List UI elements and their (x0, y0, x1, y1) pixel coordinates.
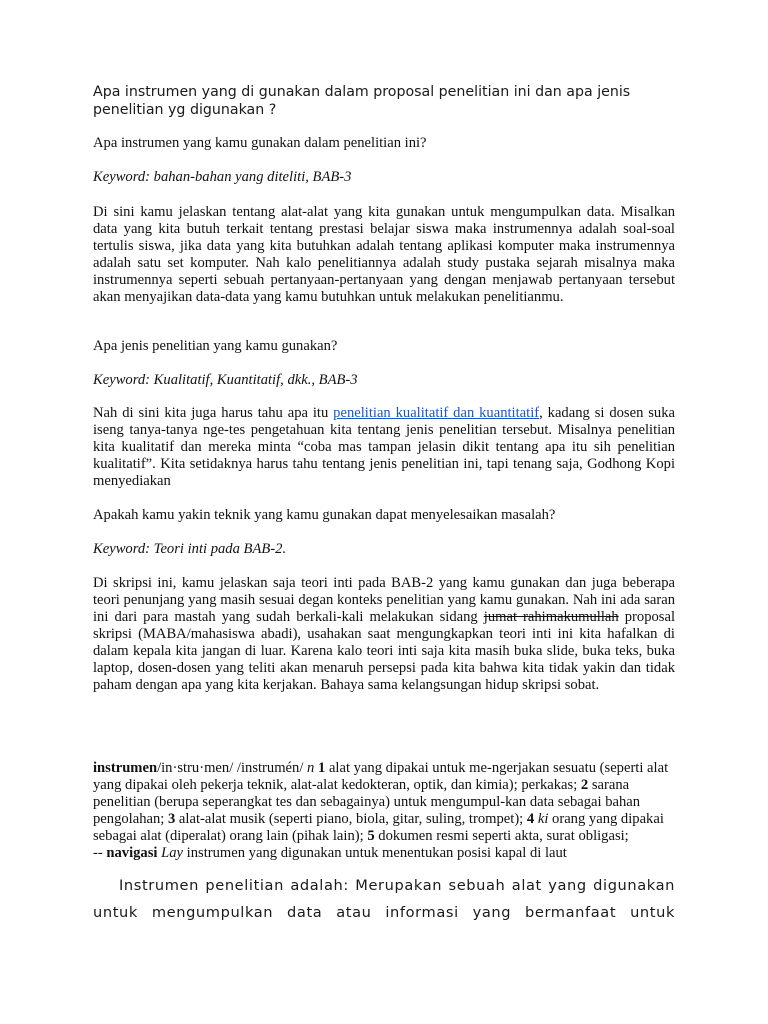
q2-question: Apa jenis penelitian yang kamu gunakan? (93, 338, 338, 354)
sense-2-number: 2 (580, 777, 589, 793)
sense-4-text: orang yang dipakai sebagai alat (diperalat) orang lain (pihak lain); (93, 811, 664, 844)
q3-question: Apakah kamu yakin teknik yang kamu gunakan dapat menyelesaikan masalah? (93, 507, 556, 523)
sub-entry-tag: Lay (161, 845, 184, 861)
sense-5-number: 5 (367, 828, 375, 844)
q2-answer (93, 405, 675, 490)
definition-pronunciation: /in·stru·men/ /instrumén/ (157, 760, 308, 776)
q1-answer: Di sini kamu jelaskan tentang alat-alat yang kita gunakan untuk mengumpulkan data. Misalkan data yang kita butuh terkait tentang prestasi belajar siswa maka instrumennya adalah soal-soal tertulis siswa, jika data yang kita butuhkan adalah tentang aplikasi komputer maka instrumennya adalah satu set komputer. Nah kalo penelitiannya adalah study pustaka sejarah misalnya maka instrumennya seperti sebuah pertanyaan-pertanyaan yang dengan menjawab pertanyaan tersebut akan menyajikan data-data yang kamu butuhkan untuk melakukan penelitianmu. (93, 204, 675, 305)
sense-2-text: sarana penelitian (berupa seperangkat tes dan sebagainya) untuk mengumpul-kan data sebagai bahan pengolahan; (93, 777, 641, 827)
sense-3-number: 3 (167, 811, 176, 827)
definition-headword: instrumen (93, 760, 158, 776)
sense-1-text: alat yang dipakai untuk me-ngerjakan sesuatu (seperti alat yang dipakai oleh pekerja teknik, alat-alat kedokteran, optik, dan kimia); perkakas; (93, 760, 669, 793)
struck-text: jumat rahimakumullah (483, 609, 619, 625)
closing-paragraph (93, 872, 675, 926)
closing-paragraph-text: Instrumen penelitian adalah: Merupakan sebuah alat yang digunakan untuk mengumpulkan data atau informasi yang bermanfaat untuk (93, 877, 675, 921)
sub-entry-headword: navigasi (106, 845, 158, 861)
q3-answer-text-1: Di skripsi ini, kamu jelaskan saja teori inti pada BAB-2 yang kamu gunakan dan juga beberapa teori penunjang yang masih sesuai degan konteks penelitian yang kamu gunakan. Nah ini ada saran ini dari para mastah yang sudah berkali-kali melakukan sidang (93, 575, 675, 625)
q2-answer-text-2: , kadang si dosen suka iseng tanya-tanya nge-tes pengetahuan kita tentang jenis penelitian tersebut. Misalnya penelitian kita kualitatif dan mereka minta “coba mas tampan jelasin dikit tentang apa itu sih penelitian kualitatif”. Kita setidaknya harus tahu tentang jenis penelitian ini, tapi tenang saja, Godhong Kopi menyediakan (93, 405, 676, 489)
sense-1-number: 1 (318, 760, 326, 776)
sense-5-text: dokumen resmi seperti akta, surat obligasi; (374, 828, 629, 844)
q2-keyword: Keyword: Kualitatif, Kuantitatif, dkk., BAB-3 (93, 372, 358, 388)
q1-keyword: Keyword: bahan-bahan yang diteliti, BAB-3 (93, 169, 352, 185)
sub-entry-prefix: -- (93, 845, 107, 861)
sense-4-number: 4 (526, 811, 535, 827)
q3-answer-text-2: proposal skripsi (MABA/mahasiswa abadi), usahakan saat mengungkapkan teori inti ini kita hafalkan di dalam kepala kita jangan di luar. Karena kalo teori inti saja kita masih buka slide, buka teks, buka laptop, dosen-dosen yang teliti akan menaruh persepsi pada kita bahwa kita tidak yakin dan tidak paham dengan apa yang kita kerjakan. Bahaya sama kelangsungan hidup skripsi sobat. (93, 609, 676, 693)
q3-answer (93, 575, 675, 694)
question-header: Apa instrumen yang di gunakan dalam proposal penelitian ini dan apa jenis penelitian yg digunakan ? (93, 84, 631, 118)
q3-keyword: Keyword: Teori inti pada BAB-2. (93, 541, 287, 557)
sense-3-text: alat-alat musik (seperti piano, biola, gitar, suling, trompet); (175, 811, 527, 827)
dictionary-definition (93, 760, 675, 862)
sub-entry-text: instrumen yang digunakan untuk menentukan posisi kapal di laut (183, 845, 567, 861)
qualitative-quantitative-link[interactable]: penelitian kualitatif dan kuantitatif (333, 405, 540, 421)
q1-question: Apa instrumen yang kamu gunakan dalam penelitian ini? (93, 135, 427, 151)
sense-4-tag: ki (537, 811, 549, 827)
definition-pos: n (307, 760, 315, 776)
q2-answer-text-1: Nah di sini kita juga harus tahu apa itu (93, 405, 334, 421)
